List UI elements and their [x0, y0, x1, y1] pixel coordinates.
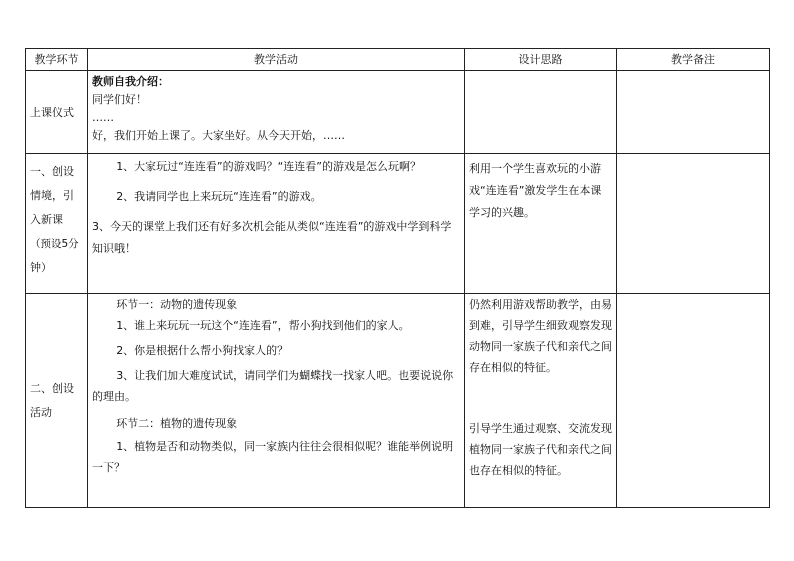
stage-label: 钟） — [30, 261, 52, 274]
design-cell — [465, 71, 617, 154]
activity-line: 3、今天的课堂上我们还有好多次机会能从类似“连连看”的游戏中学到科学知识哦！ — [92, 220, 452, 255]
stage-label: （预设5分 — [30, 238, 79, 250]
section-heading: 环节二：植物的遗传现象 — [116, 417, 238, 430]
design-text: 利用一个学生喜欢玩的小游戏“连连看”激发学生在本课学习的兴趣。 — [469, 162, 602, 219]
notes-cell — [617, 154, 770, 294]
row-intro — [26, 154, 770, 294]
section-heading: 环节一：动物的遗传现象 — [116, 298, 238, 311]
header-stage: 教学环节 — [26, 49, 88, 71]
design-cell — [465, 294, 617, 508]
stage-label: 入新课 — [30, 213, 63, 226]
notes-cell — [617, 294, 770, 508]
stage-cell — [26, 294, 88, 508]
stage-label: 上课仪式 — [30, 105, 74, 119]
lesson-plan-table — [25, 48, 770, 508]
row-ceremony — [26, 71, 770, 154]
notes-cell — [617, 71, 770, 154]
activity-cell — [88, 154, 465, 294]
row-activity — [26, 294, 770, 508]
stage-cell — [26, 71, 88, 154]
activity-line: 1、植物是否和动物类似，同一家族内往往会很相似呢？谁能举例说明一下？ — [92, 440, 454, 474]
activity-cell — [88, 294, 465, 508]
design-text: 仍然利用游戏帮助教学，由易到难，引导学生细致观察发现动物同一家族子代和亲代之间存在相似的特征。 — [469, 298, 612, 374]
header-row — [26, 49, 770, 71]
design-text: 引导学生通过观察、交流发现植物同一家族子代和亲代之间也存在相似的特征。 — [469, 422, 612, 477]
stage-label: 一、创设 — [30, 165, 74, 178]
activity-line: 1、大家玩过“连连看”的游戏吗？“连连看”的游戏是怎么玩啊？ — [116, 160, 421, 173]
activity-line: 2、你是根据什么帮小狗找家人的？ — [116, 344, 289, 357]
design-cell — [465, 154, 617, 294]
header-notes: 教学备注 — [617, 49, 770, 71]
header-design: 设计思路 — [465, 49, 617, 71]
activity-line: 1、谁上来玩玩一玩这个“连连看”，帮小狗找到他们的家人。 — [116, 319, 410, 332]
stage-label: 二、创设 — [30, 381, 74, 395]
activity-line: 同学们好！ — [92, 93, 147, 106]
activity-line: 2、我请同学也上来玩玩“连连看”的游戏。 — [116, 190, 322, 203]
activity-line: 好，我们开始上课了。大家坐好。从今天开始，…… — [92, 129, 345, 142]
activity-line: 3、让我们加大难度试试，请同学们为蝴蝶找一找家人吧。也要说说你的理由。 — [92, 369, 454, 403]
stage-label: 活动 — [30, 405, 52, 419]
stage-cell — [26, 154, 88, 294]
activity-line: 教师自我介绍： — [92, 75, 169, 88]
activity-cell — [88, 71, 465, 154]
stage-label: 情境，引 — [30, 189, 74, 202]
activity-line: …… — [92, 111, 114, 124]
header-activity: 教学活动 — [88, 49, 465, 71]
